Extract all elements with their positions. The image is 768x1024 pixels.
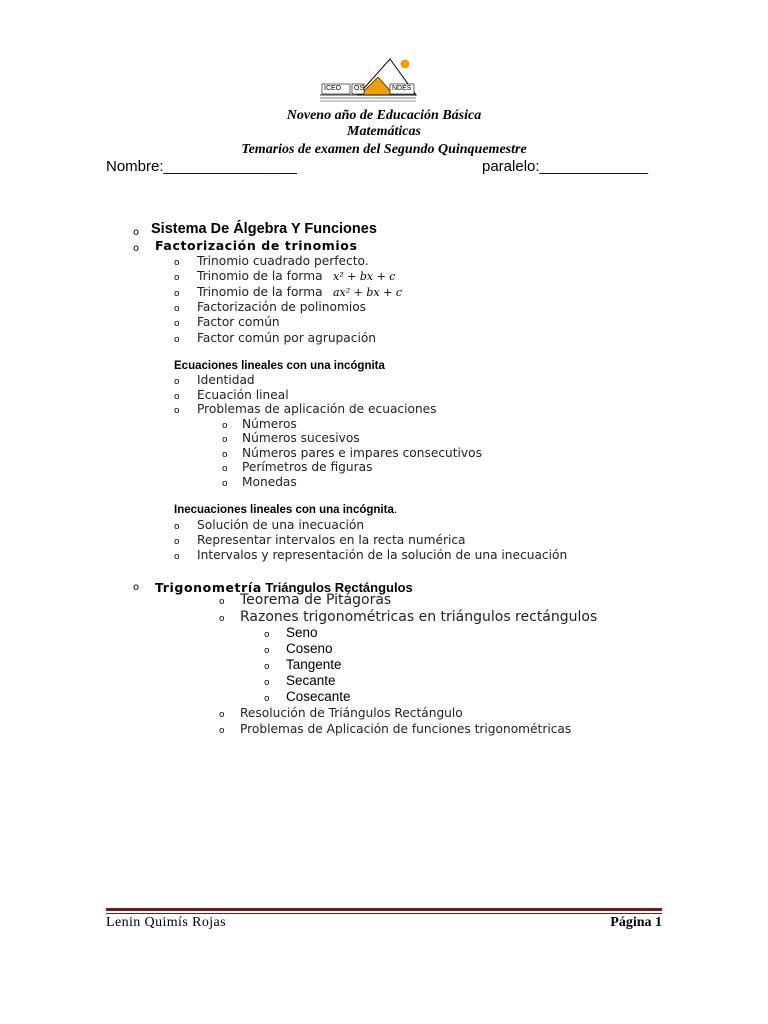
- bullet: o: [174, 273, 180, 283]
- bullet: o: [264, 694, 270, 704]
- bullet: o: [264, 646, 270, 656]
- ratio-item: Tangente: [286, 657, 342, 672]
- footer-rule-thin: [106, 913, 662, 914]
- bullet: o: [174, 319, 180, 329]
- list-item: Factor común por agrupación: [197, 331, 377, 345]
- bullet: o: [133, 227, 140, 238]
- list-item: Representar intervalos en la recta numérica: [197, 533, 466, 547]
- list-item: Razones trigonométricas en triángulos rectángulos: [240, 609, 598, 625]
- list-item: Factor común: [197, 315, 280, 329]
- list-item: Intervalos y representación de la solución de una inecuación: [197, 548, 568, 562]
- trig-title-b: Triángulos Rectángulos: [261, 580, 413, 595]
- list-item: Factorización de polinomios: [197, 300, 367, 314]
- sub-list-item: Números: [242, 417, 297, 431]
- name-field[interactable]: Nombre:________________: [106, 158, 297, 175]
- header-line-2: Matemáticas: [347, 124, 421, 139]
- ratio-item: Cosecante: [286, 689, 351, 704]
- bullet: o: [174, 258, 180, 268]
- sub-list-item: Perímetros de figuras: [242, 460, 373, 474]
- bullet: o: [264, 678, 270, 688]
- list-item: Ecuación lineal: [197, 388, 289, 402]
- bullet: o: [222, 464, 228, 474]
- trig-title-a: Trigonometría: [155, 580, 262, 595]
- bullet: o: [133, 582, 140, 593]
- bullet: o: [174, 392, 180, 402]
- bullet: o: [264, 630, 270, 640]
- bullet: o: [174, 289, 180, 299]
- list-item: Problemas de aplicación de ecuaciones: [197, 402, 437, 416]
- list-item: Trinomio de la forma: [197, 285, 323, 299]
- math-expression: ax² + bx + c: [333, 286, 402, 299]
- bullet: o: [174, 522, 180, 532]
- bullet: o: [222, 435, 228, 445]
- section-title-inequations: [174, 504, 397, 516]
- ratio-item: Coseno: [286, 641, 333, 656]
- section-title-inequations-text: Inecuaciones lineales con una incógnita: [174, 504, 394, 516]
- bullet: o: [219, 726, 225, 736]
- bullet: o: [174, 406, 180, 416]
- list-item: Trinomio cuadrado perfecto.: [197, 254, 369, 268]
- list-item: Teorema de Pitágoras: [240, 592, 392, 608]
- logo-text-mid: OS: [354, 85, 365, 92]
- paralelo-field[interactable]: paralelo:_____________: [482, 158, 648, 175]
- list-item: Problemas de Aplicación de funciones trigonométricas: [240, 722, 572, 736]
- sub-list-item: Monedas: [242, 475, 297, 489]
- list-item: Solución de una inecuación: [197, 518, 365, 532]
- ratio-item: Secante: [286, 673, 336, 688]
- logo-graphic: [318, 55, 418, 103]
- bullet: o: [222, 450, 228, 460]
- header-line-1: Noveno año de Educación Básica: [286, 108, 482, 123]
- section-title-equations: Ecuaciones lineales con una incógnita: [174, 360, 385, 372]
- list-item: Resolución de Triángulos Rectángulo: [240, 706, 463, 720]
- footer-page-number: Página 1: [610, 915, 662, 930]
- bullet: o: [174, 552, 180, 562]
- list-item: Identidad: [197, 373, 255, 387]
- footer-author: Lenin Quimís Rojas: [106, 915, 226, 930]
- bullet: o: [219, 614, 225, 624]
- sub-list-item: Números pares e impares consecutivos: [242, 446, 482, 460]
- bullet: o: [174, 377, 180, 387]
- bullet: o: [264, 662, 270, 672]
- logo-text-right: NDES: [392, 85, 412, 92]
- logo-text-left: ICEO: [324, 85, 342, 92]
- bullet: o: [219, 597, 225, 607]
- header-line-3: Temarios de examen del Segundo Quinquemestre: [241, 142, 527, 157]
- bullet: o: [133, 243, 140, 254]
- section-title-algebra: Sistema De Álgebra Y Funciones: [151, 221, 377, 237]
- section-title-factorization: Factorización de trinomios: [155, 238, 358, 253]
- bullet: o: [222, 479, 228, 489]
- list-item: Trinomio de la forma: [197, 269, 323, 283]
- title-dot: .: [393, 504, 398, 516]
- footer-rule-thick: [106, 908, 662, 911]
- bullet: o: [174, 304, 180, 314]
- math-expression: x² + bx + c: [333, 270, 396, 283]
- bullet: o: [219, 710, 225, 720]
- sub-list-item: Números sucesivos: [242, 431, 360, 445]
- bullet: o: [174, 335, 180, 345]
- ratio-item: Seno: [286, 625, 318, 640]
- bullet: o: [222, 421, 228, 431]
- school-logo: [318, 55, 418, 103]
- bullet: o: [174, 537, 180, 547]
